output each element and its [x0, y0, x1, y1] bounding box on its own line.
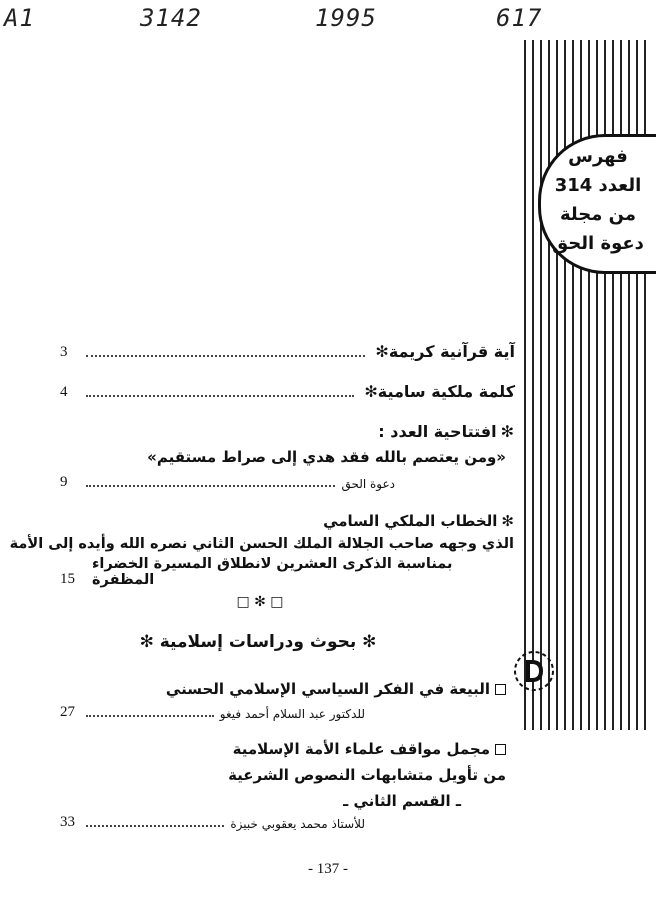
badge-line: العدد 314: [554, 175, 642, 196]
toc-entry-title: ✻كلمة ملكية سامية: [364, 382, 515, 401]
toc-entry: [60, 474, 515, 491]
logo-emblem-icon: [512, 648, 556, 694]
toc-entry: [60, 556, 515, 588]
toc-entry-page: 15: [60, 571, 75, 587]
article-title: البيعة في الفكر السياسي الإسلامي الحسني: [166, 680, 506, 698]
leader-dots: [86, 825, 224, 827]
toc-entry-page: 9: [60, 474, 68, 490]
opening-title: افتتاحية العدد : ✻: [378, 422, 514, 441]
toc-entry-page: 4: [60, 384, 68, 400]
leader-dots: [86, 485, 335, 487]
toc-entry: [60, 342, 515, 361]
handwritten-ref: 617: [496, 4, 543, 32]
toc-entry-page: 3: [60, 344, 68, 360]
section-title: ✻ بحوث ودراسات إسلامية ✻: [139, 632, 377, 652]
issue-badge-text: [548, 142, 648, 258]
leader-dots: [86, 715, 214, 717]
bullet-star-icon: ✻: [501, 512, 514, 530]
speech-line-1: الذي وجهه صاحب الجلالة الملك الحسن الثاني نصره الله وأيده إلى الأمة: [9, 536, 514, 552]
bullet-star-icon: ✻: [500, 422, 514, 441]
article-author: للدكتور عبد السلام أحمد فيغو: [219, 707, 365, 721]
article-title-line: من تأويل متشابهات النصوص الشرعية: [228, 766, 506, 784]
checkbox-square-icon: [495, 744, 506, 755]
toc-entry: [60, 704, 515, 721]
handwritten-year: 1995: [315, 4, 377, 32]
opening-subtitle: «ومن يعتصم بالله فقد هدي إلى صراط مستقيم»: [147, 448, 506, 466]
badge-line: دعوة الحق: [552, 233, 644, 254]
article-author: للأستاذ محمد يعقوبي خبيزة: [230, 817, 365, 831]
leader-dots: [86, 355, 365, 357]
handwritten-code: A1: [4, 4, 35, 32]
toc-entry-title: ✻آية قرآنية كريمة: [375, 342, 515, 361]
page-number: - 137 -: [308, 861, 348, 877]
opening-author: دعوة الحق: [341, 477, 395, 491]
leader-dots: [86, 395, 354, 397]
checkbox-square-icon: [495, 684, 506, 695]
bullet-star-icon: ✻: [364, 382, 378, 401]
speech-title: الخطاب الملكي السامي ✻: [323, 512, 514, 530]
toc-entry-page: 33: [60, 814, 75, 830]
speech-line-2: بمناسبة الذكرى العشرين لانطلاق المسيرة الخضراء المظفرة: [92, 556, 453, 588]
badge-line: فهرس: [568, 146, 628, 167]
separator: □ ✻ □: [236, 594, 284, 610]
badge-line: من مجلة: [560, 204, 636, 225]
toc-entry-page: 27: [60, 704, 75, 720]
handwritten-number: 3142: [140, 4, 202, 32]
article-title: مجمل مواقف علماء الأمة الإسلامية: [233, 740, 506, 758]
toc-entry: [60, 814, 515, 831]
article-title-line: ـ القسم الثاني ـ: [343, 792, 461, 810]
bullet-star-icon: ✻: [375, 342, 389, 361]
toc-entry: [60, 382, 515, 401]
